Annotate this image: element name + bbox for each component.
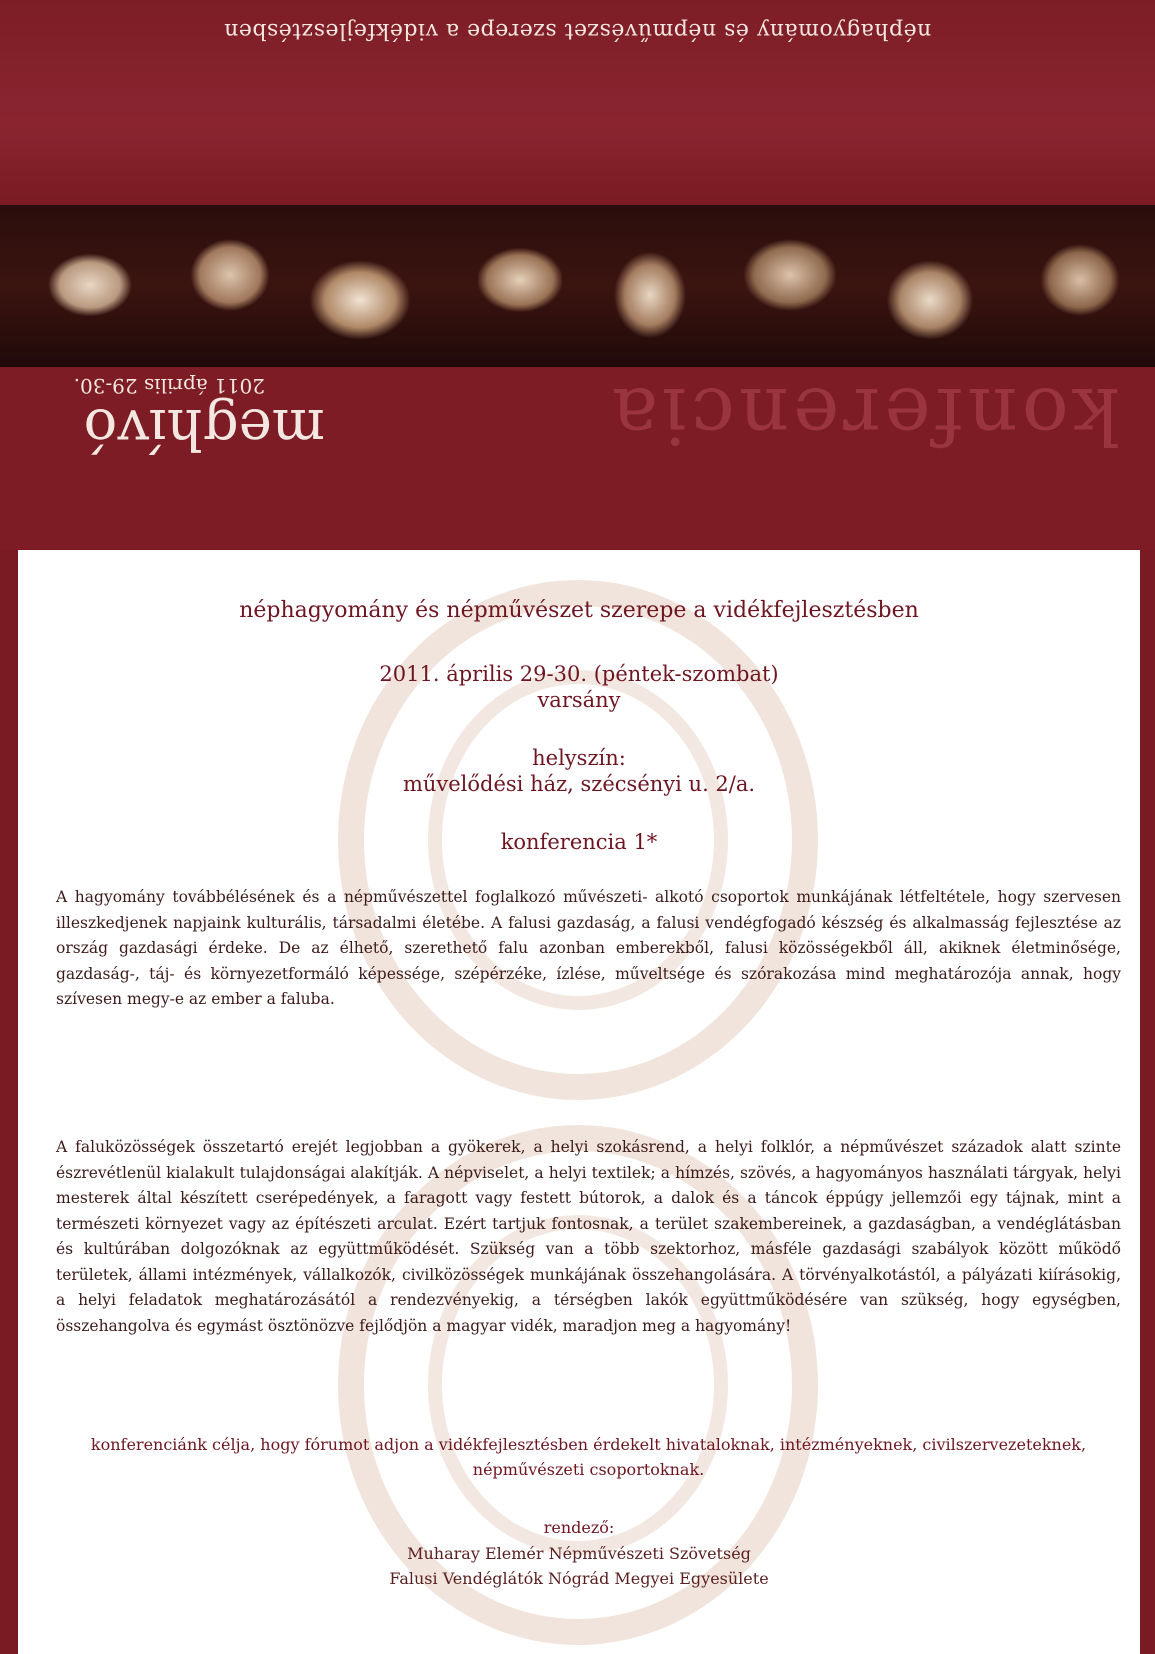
venue-address: művelődési ház, szécsényi u. 2/a. <box>402 772 756 796</box>
venue-label: helyszín: <box>532 746 626 770</box>
header-title-inverted: néphagyomány és népművészet szerepe a vidékfejlesztésben <box>223 18 932 43</box>
organizer-label: rendező: <box>543 1518 615 1537</box>
event-date: 2011. április 29-30. (péntek-szombat) <box>379 662 779 686</box>
paragraph-community: A faluközösségek összetartó erejét legjobban a gyökerek, a helyi szokásrend, a helyi folklór, a népművészet századok alatt szinte észrevétlenül kialakult tulajdonságai alakítják. A népviselet, a helyi textilek; a hímzés, szövés, a hagyományos használati tárgyak, helyi mesterek által készített cserépedények, a faragott vagy festett bútorok, a dalok és a táncok éppúgy jellemzői egy tájnak, mint a természeti környezet vagy az építészeti arculat. Ezért tartjuk fontosnak, a terület szakembereinek, a gazdaságban, a vendéglátásban és kultúrában dolgozóknak az együttműködését. Szükség van a több szektorhoz, másféle gazdasági szabályok között működő területek, állami intézmények, vállalkozók, civilközösségek munkájának összehangolására. A törvényalkotástól, a pályázati kiírásokig, a helyi feladatok meghatározásától a rendezvényekig, a térségben lakók együttműködésére van szükség, hogy egységben, összehangolva és egymást ösztönözve fejlődjön a magyar vidék, maradjon meg a hagyomány! <box>56 1138 1121 1335</box>
page-title: néphagyomány és népművészet szerepe a vidékfejlesztésben <box>239 598 919 623</box>
invitation-heading <box>55 368 325 461</box>
header-band <box>0 0 1155 205</box>
organizer-name: Falusi Vendéglátók Nógrád Megyei Egyesülete <box>389 1569 769 1588</box>
invitation-date: 2011 április 29-30. <box>73 374 265 398</box>
invitation-word: meghívó <box>83 396 325 461</box>
folk-dancers-photo <box>0 205 1155 367</box>
conference-background-word: konferencia <box>607 370 1120 460</box>
organizer-name: Muharay Elemér Népművészeti Szövetség <box>407 1544 751 1563</box>
paragraph-intro: A hagyomány továbbélésének és a népművészettel foglalkozó művészeti- alkotó csoportok munkájának létfeltétele, hogy szervesen illeszkedjenek napjaink kulturális, társadalmi életébe. A falusi gazdaság, a falusi vendégfogadó készség és alkalmasság fejlesztése az ország gazdasági érdeke. De az élhető, szerethető falu azonban emberekből, falusi közösségekből áll, akiknek életminősége, gazdaság-, táj- és környezetformáló képessége, szépérzéke, ízlése, műveltsége és szórakozása mind meghatározója annak, hogy szívesen megy-e az ember a faluba. <box>56 888 1121 1008</box>
event-place: varsány <box>537 688 621 712</box>
conference-label: konferencia 1* <box>500 830 658 854</box>
conference-goal: konferenciánk célja, hogy fórumot adjon a vidékfejlesztésben érdekelt hivataloknak, intézményeknek, civilszervezeteknek, népművészeti csoportoknak. <box>90 1435 1087 1479</box>
content-panel <box>18 550 1140 1654</box>
